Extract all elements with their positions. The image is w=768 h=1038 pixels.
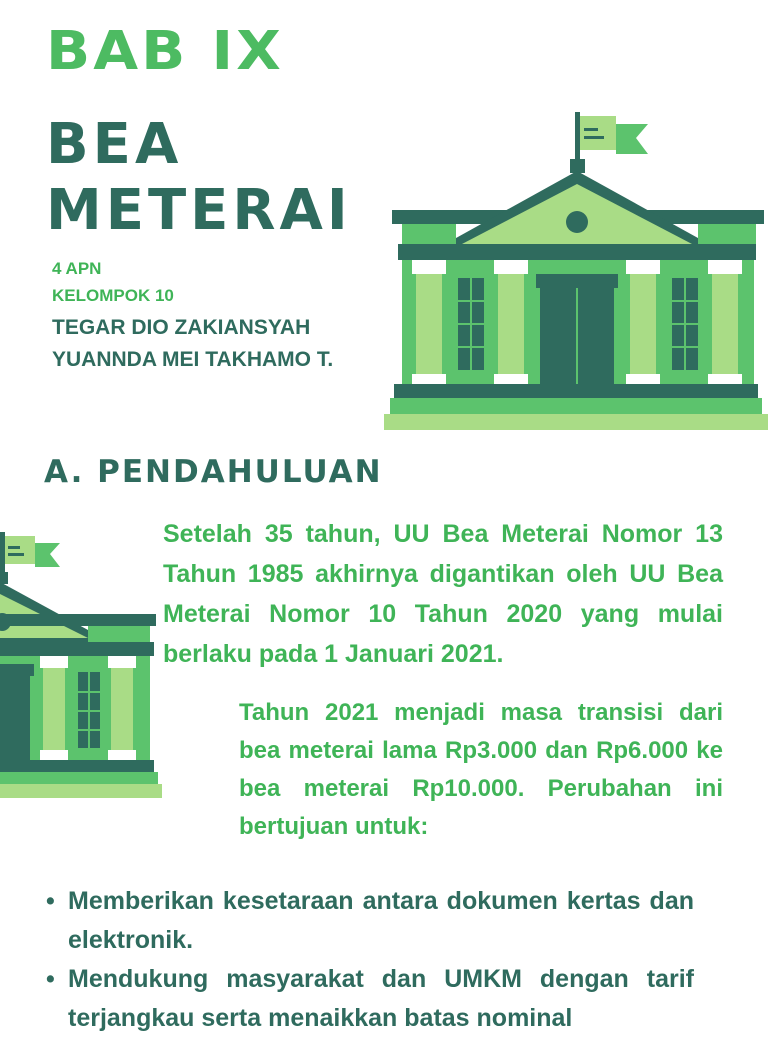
list-item-text: Mendukung masyarakat dan UMKM dengan tarif terjangkau serta menaikkan batas nominal <box>68 965 694 1032</box>
bullet-dot: • <box>46 887 55 915</box>
purpose-list <box>44 882 694 1038</box>
transition-paragraph: Tahun 2021 menjadi masa transisi dari bea meterai lama Rp3.000 dan Rp6.000 ke bea meterai Rp10.000. Perubahan ini bertujuan untuk: <box>239 699 723 840</box>
title-line-2: METERAI <box>46 178 352 243</box>
intro-paragraph: Setelah 35 tahun, UU Bea Meterai Nomor 13 Tahun 1985 akhirnya digantikan oleh UU Bea Meterai Nomor 10 Tahun 2020 yang mulai berlaku pada 1 Januari 2021. <box>163 520 723 668</box>
section-heading: A. PENDAHULUAN <box>44 454 383 490</box>
chapter-title: BAB IX <box>46 19 284 82</box>
list-item <box>44 960 694 1038</box>
government-building-icon <box>384 108 768 432</box>
flag-icon <box>570 112 648 173</box>
flag-icon <box>0 532 60 584</box>
member-name-2: YUANNDA MEI TAKHAMO T. <box>52 348 334 371</box>
bullet-dot: • <box>46 965 55 993</box>
list-item <box>44 882 694 960</box>
title-line-1: BEA <box>46 112 183 177</box>
government-building-icon-small <box>0 530 162 800</box>
group-label: KELOMPOK 10 <box>52 286 174 305</box>
class-label: 4 APN <box>52 259 102 278</box>
list-item-text: Memberikan kesetaraan antara dokumen kertas dan elektronik. <box>68 887 694 954</box>
member-name-1: TEGAR DIO ZAKIANSYAH <box>52 316 311 339</box>
page-title <box>46 112 352 244</box>
